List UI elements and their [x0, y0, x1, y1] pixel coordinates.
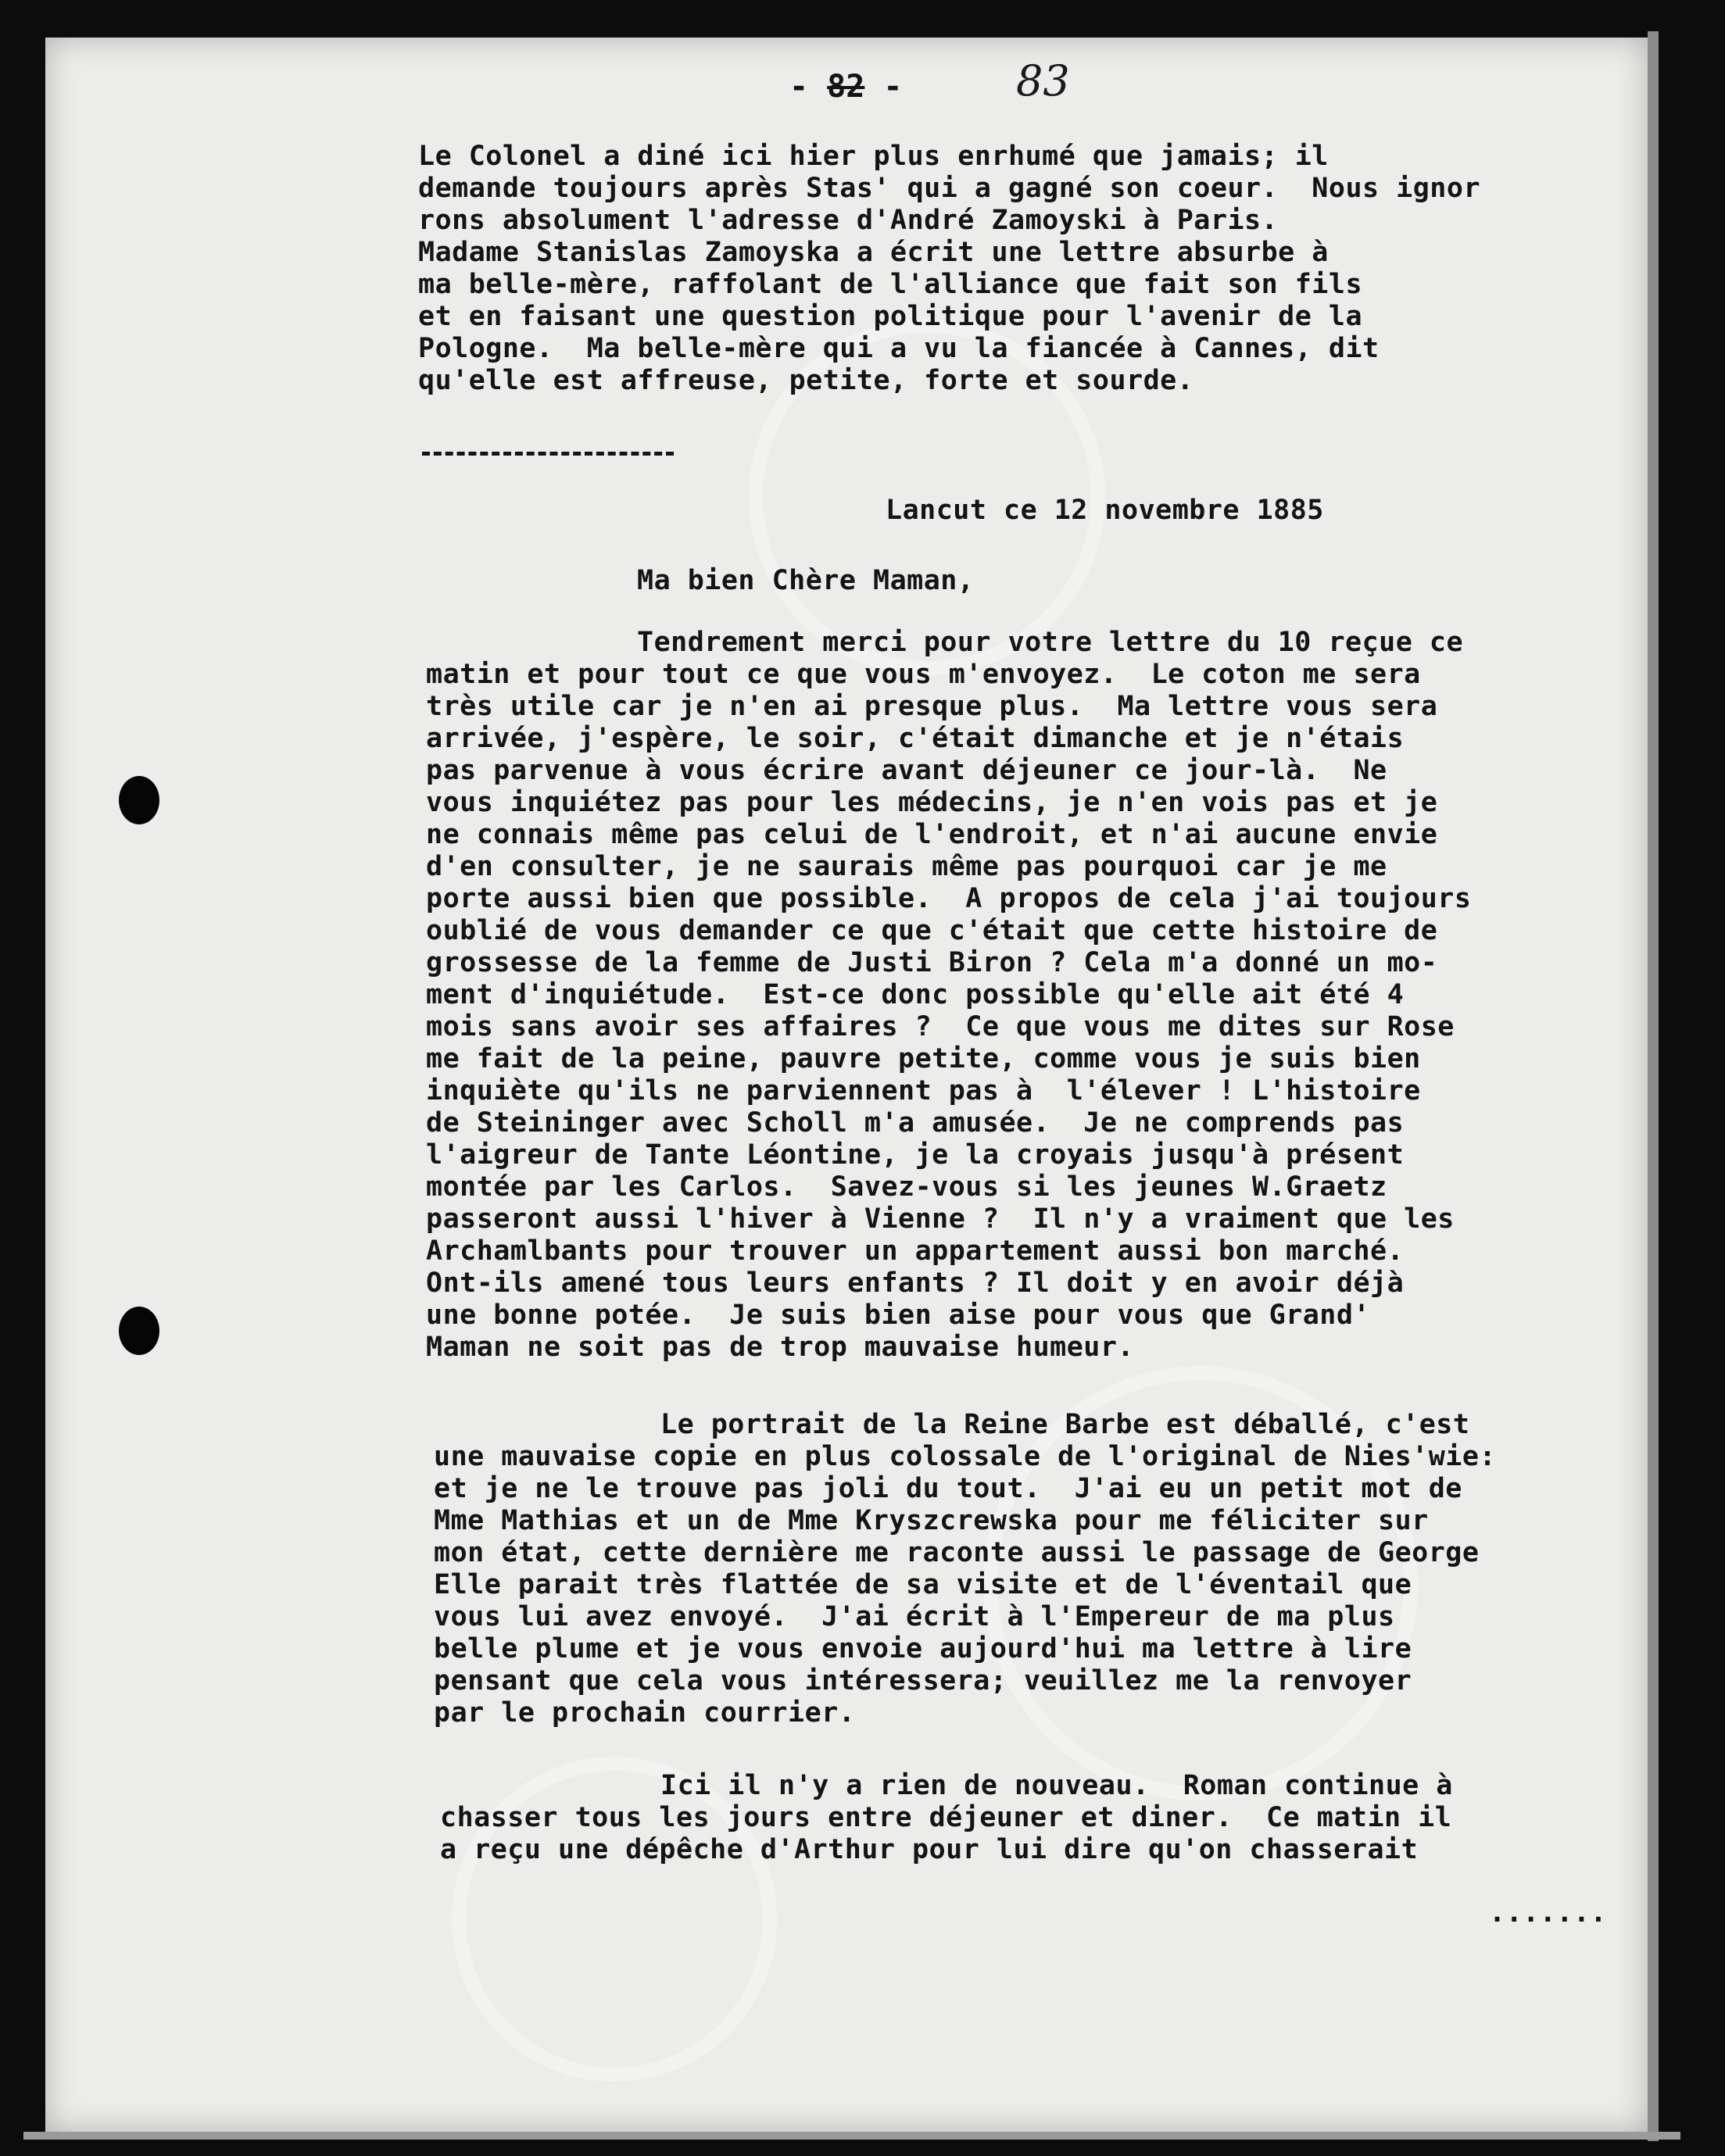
text-line: chasser tous les jours entre déjeuner et diner. Ce matin il [440, 1802, 1452, 1833]
continuation-mark: ....... [1489, 1897, 1608, 1929]
text-line: Maman ne soit pas de trop mauvaise humeur. [426, 1332, 1135, 1363]
page-number [789, 69, 903, 105]
text-line: Madame Stanislas Zamoyska a écrit une lettre absurbe à [418, 237, 1329, 268]
page-number-prefix: - [789, 69, 828, 105]
text-line: une bonne potée. Je suis bien aise pour vous que Grand' [426, 1300, 1371, 1331]
text-line: ma belle-mère, raffolant de l'alliance que fait son fils [418, 269, 1363, 300]
text-line: par le prochain courrier. [434, 1697, 856, 1729]
text-line: a reçu une dépêche d'Arthur pour lui dire qu'on chasserait [440, 1834, 1419, 1865]
punch-hole [119, 776, 159, 824]
text-line: qu'elle est affreuse, petite, forte et sourde. [418, 365, 1194, 396]
text-line: montée par les Carlos. Savez-vous si les jeunes W.Graetz [426, 1171, 1387, 1203]
text-line: Ici il n'y a rien de nouveau. Roman continue à [660, 1770, 1453, 1801]
text-line: vous lui avez envoyé. J'ai écrit à l'Empereur de ma plus [434, 1601, 1395, 1632]
text-line: Ont-ils amené tous leurs enfants ? Il doit y en avoir déjà [426, 1267, 1405, 1299]
sheet-edge [1648, 31, 1659, 2141]
text-line: Le portrait de la Reine Barbe est déballé, c'est [660, 1409, 1470, 1440]
text-line: Le Colonel a diné ici hier plus enrhumé que jamais; il [418, 141, 1329, 172]
text-line: et en faisant une question politique pour l'avenir de la [418, 301, 1363, 332]
text-line: pas parvenue à vous écrire avant déjeuner ce jour-là. Ne [426, 755, 1387, 786]
text-line: grossesse de la femme de Justi Biron ? Cela m'a donné un mo- [426, 947, 1438, 978]
text-line: d'en consulter, je ne saurais même pas pourquoi car je me [426, 851, 1387, 882]
page-number-suffix: - [864, 69, 903, 105]
sheet-edge [23, 2132, 1680, 2140]
text-line: porte aussi bien que possible. A propos de cela j'ai toujours [426, 883, 1472, 914]
text-line: me fait de la peine, pauvre petite, comme vous je suis bien [426, 1043, 1421, 1074]
text-line: de Steininger avec Scholl m'a amusée. Je ne comprends pas [426, 1107, 1405, 1139]
text-line: rons absolument l'adresse d'André Zamoyski à Paris. [418, 205, 1279, 236]
text-line: Tendrement merci pour votre lettre du 10 reçue ce [637, 627, 1464, 658]
text-line: Pologne. Ma belle-mère qui a vu la fiancée à Cannes, dit [418, 333, 1380, 364]
text-line: Elle parait très flattée de sa visite et de l'éventail que [434, 1569, 1412, 1600]
text-line: vous inquiétez pas pour les médecins, je n'en vois pas et je [426, 787, 1438, 818]
text-line: passeront aussi l'hiver à Vienne ? Il n'y a vraiment que les [426, 1203, 1455, 1235]
text-line: arrivée, j'espère, le soir, c'était dimanche et je n'étais [426, 723, 1405, 754]
text-line: inquiète qu'ils ne parviennent pas à l'élever ! L'histoire [426, 1075, 1421, 1107]
text-line: ne connais même pas celui de l'endroit, et n'ai aucune envie [426, 819, 1438, 850]
section-divider [422, 452, 674, 456]
text-line: l'aigreur de Tante Léontine, je la croyais jusqu'à présent [426, 1139, 1405, 1171]
text-line: très utile car je n'en ai presque plus. Ma lettre vous sera [426, 691, 1438, 722]
text-line: Archamlbants pour trouver un appartement aussi bon marché. [426, 1235, 1405, 1267]
text-line: belle plume et je vous envoie aujourd'hui ma lettre à lire [434, 1633, 1412, 1664]
punch-hole [119, 1307, 159, 1355]
text-line: et je ne le trouve pas joli du tout. J'ai eu un petit mot de [434, 1473, 1462, 1504]
letter-salutation: Ma bien Chère Maman, [637, 565, 975, 596]
text-line: demande toujours après Stas' qui a gagné son coeur. Nous ignor [418, 173, 1481, 204]
letter-dateline: Lancut ce 12 novembre 1885 [886, 495, 1324, 526]
text-line: oublié de vous demander ce que c'était que cette histoire de [426, 915, 1438, 946]
text-line: mois sans avoir ses affaires ? Ce que vous me dites sur Rose [426, 1011, 1455, 1042]
text-line: mon état, cette dernière me raconte aussi le passage de George [434, 1537, 1480, 1568]
text-line: matin et pour tout ce que vous m'envoyez. Le coton me sera [426, 659, 1421, 690]
text-line: pensant que cela vous intéressera; veuillez me la renvoyer [434, 1665, 1412, 1697]
text-line: Mme Mathias et un de Mme Kryszcrewska pour me féliciter sur [434, 1505, 1429, 1536]
handwritten-page-number: 83 [1016, 56, 1070, 105]
text-line: ment d'inquiétude. Est-ce donc possible qu'elle ait été 4 [426, 979, 1405, 1010]
page-number-struck: 82 [827, 69, 865, 105]
text-line: une mauvaise copie en plus colossale de l'original de Nies'wie: [434, 1441, 1497, 1472]
